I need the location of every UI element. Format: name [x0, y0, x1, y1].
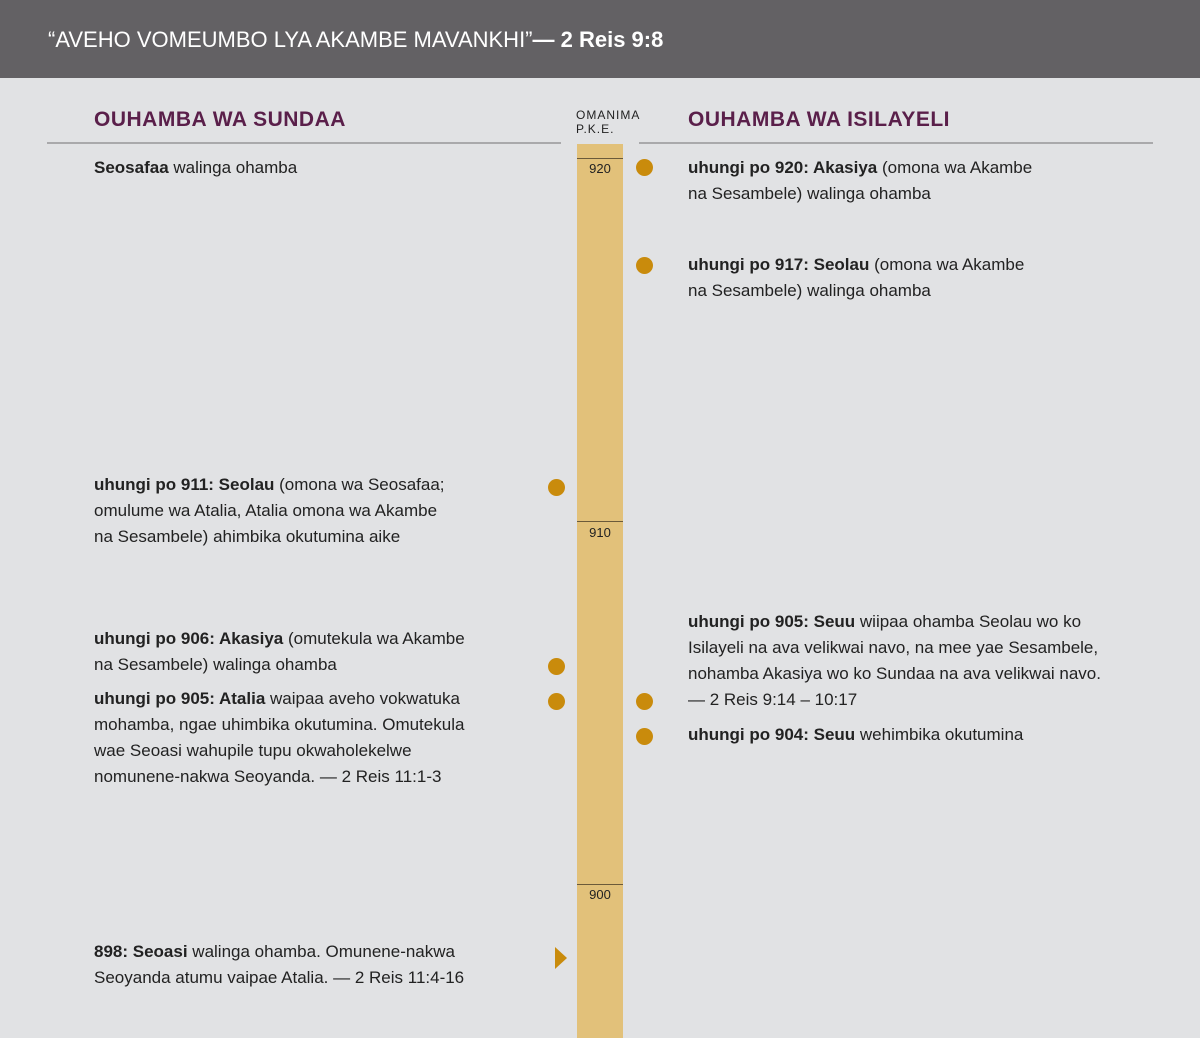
left-event: uhungi po 906: Akasiya (omutekula wa Akambe na Sesambele) walinga ohamba	[94, 629, 465, 674]
tick-label-910: 910	[589, 525, 611, 540]
tick-910	[577, 521, 623, 522]
right-event: uhungi po 905: Seuu wiipaa ohamba Seolau wo ko Isilayeli na ava velikwai navo, na mee yae Sesambele, nohamba Akasiya wo ko Sundaa na ava velikwai navo. — 2 Reis 9:14 – 10:17	[688, 612, 1101, 709]
event-dot-icon	[636, 728, 653, 745]
event-dot-icon	[548, 693, 565, 710]
event-dot-icon	[548, 479, 565, 496]
right-event: uhungi po 920: Akasiya (omona wa Akambe na Sesambele) walinga ohamba	[688, 158, 1033, 203]
page-title: “AVEHO VOMEUMBO LYA AKAMBE MAVANKHI”— 2 Reis 9:8	[48, 27, 664, 52]
left-event: uhungi po 905: Atalia waipaa aveho vokwatuka mohamba, ngae uhimbika okutumina. Omutekula wae Seoasi wahupile tupu okwaholekelwe nomunene-nakwa Seoyanda. — 2 Reis 11:1-3	[94, 689, 465, 786]
left-event: Seosafaa walinga ohamba	[94, 158, 298, 177]
event-dot-icon	[636, 159, 653, 176]
timeline-unit-label: OMANIMA P.K.E.	[576, 108, 641, 136]
event-dot-icon	[636, 693, 653, 710]
tick-920	[577, 158, 623, 159]
right-column-heading: OUHAMBA WA ISILAYELI	[688, 108, 951, 131]
right-event: uhungi po 917: Seolau (omona wa Akambe na Sesambele) walinga ohamba	[688, 255, 1025, 300]
left-divider	[47, 142, 561, 144]
tick-900	[577, 884, 623, 885]
left-column-heading: OUHAMBA WA SUNDAA	[94, 108, 346, 131]
left-event: 898: Seoasi walinga ohamba. Omunene-nakwa Seoyanda atumu vaipae Atalia. — 2 Reis 11:4-16	[94, 942, 465, 987]
event-dot-icon	[548, 658, 565, 675]
timeline-bar	[577, 144, 623, 1038]
tick-label-900: 900	[589, 887, 611, 902]
event-dot-icon	[636, 257, 653, 274]
header-bar	[0, 0, 1200, 78]
right-event: uhungi po 904: Seuu wehimbika okutumina	[688, 725, 1024, 744]
left-event: uhungi po 911: Seolau (omona wa Seosafaa; omulume wa Atalia, Atalia omona wa Akambe na Sesambele) ahimbika okutumina aike	[94, 475, 445, 546]
event-arrow-icon	[555, 947, 567, 969]
tick-label-920: 920	[589, 161, 611, 176]
right-divider	[639, 142, 1153, 144]
